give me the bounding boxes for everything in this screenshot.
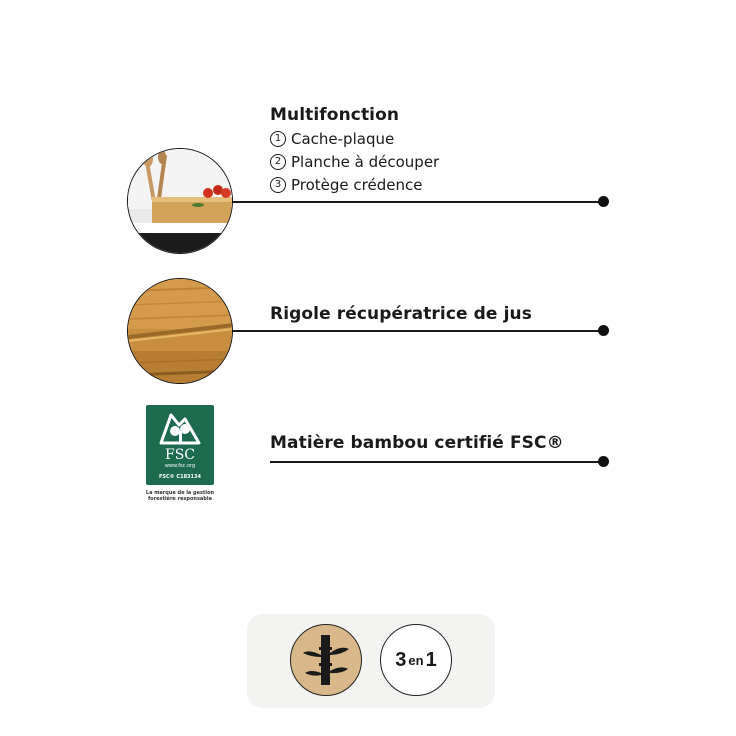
- three-in-one-badge: [380, 624, 452, 696]
- fsc-code: FSC® C183134: [159, 474, 201, 480]
- three-in-one-second: 1: [425, 648, 437, 671]
- fsc-tree-icon: [155, 409, 205, 449]
- cutting-board-kitchen-photo: [127, 148, 233, 254]
- bamboo-icon: [301, 633, 351, 687]
- fsc-caption: La marque de la gestion forestière responsable: [145, 490, 215, 502]
- connector-dot-rigole: [598, 325, 609, 336]
- juice-groove-closeup-photo: [127, 278, 233, 384]
- heading-multifonction: Multifonction: [270, 105, 400, 125]
- list-item-label: Protège crédence: [291, 176, 423, 194]
- badge-panel: [247, 614, 495, 708]
- heading-fsc: Matière bambou certifié FSC®: [270, 433, 564, 453]
- connector-dot-multifonction: [598, 196, 609, 207]
- list-item-planche: [270, 153, 439, 171]
- number-badge: 2: [270, 154, 286, 170]
- list-item-protege: [270, 176, 422, 194]
- number-badge: 3: [270, 177, 286, 193]
- three-in-one-first: 3: [395, 648, 407, 671]
- list-item-label: Planche à découper: [291, 153, 440, 171]
- list-item-label: Cache-plaque: [291, 130, 395, 148]
- fsc-name: FSC: [164, 447, 196, 463]
- connector-dot-fsc: [598, 456, 609, 467]
- three-in-one-word: en: [408, 652, 424, 668]
- fsc-logo: [146, 405, 214, 485]
- connector-line-rigole: [233, 330, 605, 332]
- number-badge: 1: [270, 131, 286, 147]
- connector-line-fsc: [270, 461, 605, 463]
- heading-rigole: Rigole récupératrice de jus: [270, 304, 532, 324]
- list-item-cache-plaque: [270, 130, 394, 148]
- bamboo-badge: [290, 624, 362, 696]
- fsc-url: www.fsc.org: [164, 463, 196, 469]
- connector-line-multifonction: [233, 201, 605, 203]
